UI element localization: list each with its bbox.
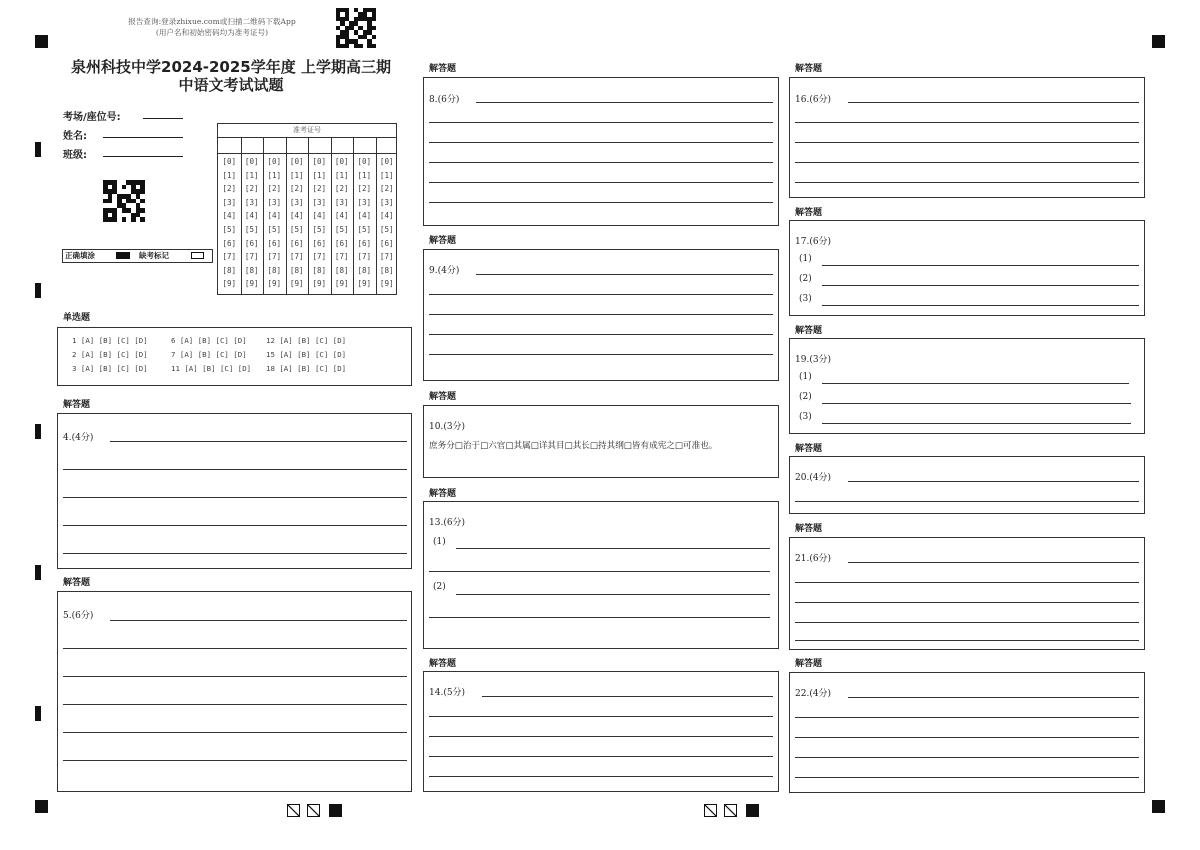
q5-label: 5.(6分) <box>63 611 94 621</box>
mc-item[interactable]: 6 [A] [B] [C] [D] <box>171 336 247 345</box>
q10-answer-box[interactable] <box>423 405 779 478</box>
q16-answer-box[interactable] <box>789 77 1145 198</box>
answer-line <box>848 102 1139 103</box>
exam-number-bubble[interactable]: [7] <box>357 252 372 262</box>
exam-number-bubble[interactable]: [3] <box>357 197 372 207</box>
exam-number-bubble[interactable]: [2] <box>222 184 237 194</box>
answer-line <box>795 182 1139 183</box>
name-label: 姓名: <box>63 131 87 142</box>
q16-section-header: 解答题 <box>795 64 823 74</box>
exam-number-bubble[interactable]: [5] <box>334 225 349 234</box>
exam-number-bubble[interactable]: [1] <box>379 170 394 180</box>
exam-number-bubble[interactable]: [3] <box>289 197 304 207</box>
q22-label: 22.(4分) <box>795 689 832 699</box>
exam-number-bubble[interactable]: [9] <box>312 279 327 289</box>
page-marker-box <box>307 804 320 817</box>
answer-line <box>63 760 407 761</box>
page-marker-box <box>724 804 737 817</box>
answer-line <box>63 525 407 526</box>
q4-section-header: 解答题 <box>63 400 91 410</box>
exam-number-bubble[interactable]: [6] <box>312 238 327 248</box>
answer-line <box>848 481 1139 482</box>
answer-line <box>482 696 773 697</box>
exam-number-bubble[interactable]: [5] <box>289 225 304 234</box>
q4-answer-box[interactable] <box>57 413 412 569</box>
legend-correct-sample <box>116 252 130 259</box>
answer-line <box>795 717 1139 718</box>
legend-correct-label: 正确填涂 <box>65 251 95 260</box>
q17-section-header: 解答题 <box>795 208 823 218</box>
answer-line <box>795 757 1139 758</box>
exam-number-entry-row <box>218 138 396 154</box>
mc-row[interactable] <box>72 364 347 373</box>
answer-line <box>795 622 1139 623</box>
exam-number-bubble[interactable]: [3] <box>379 197 394 207</box>
mc-item[interactable]: 18 [A] [B] [C] [D] <box>266 364 347 373</box>
class-field[interactable] <box>63 146 185 160</box>
mc-item[interactable]: 11 [A] [B] [C] [D] <box>171 364 252 373</box>
answer-line <box>429 716 773 717</box>
page-marker-box <box>704 804 717 817</box>
exam-number-bubble[interactable]: [3] <box>244 197 259 207</box>
exam-number-bubble[interactable]: [9] <box>244 279 259 289</box>
answer-line <box>63 704 407 705</box>
timing-mark <box>35 565 41 580</box>
exam-number-bubble[interactable]: [9] <box>289 279 304 289</box>
exam-number-bubble[interactable]: [7] <box>222 252 237 262</box>
exam-number-bubble[interactable]: [2] <box>244 184 259 194</box>
q22-section-header: 解答题 <box>795 659 823 669</box>
q8-label: 8.(6分) <box>429 95 460 105</box>
answer-line <box>63 497 407 498</box>
exam-number-bubble[interactable]: [1] <box>312 170 327 180</box>
corner-mark-bottom-left <box>35 800 48 813</box>
q21-label: 21.(6分) <box>795 554 832 564</box>
exam-number-bubble[interactable]: [6] <box>267 238 282 248</box>
exam-number-bubble[interactable]: [8] <box>334 265 349 275</box>
exam-number-bubble[interactable]: [6] <box>379 238 394 248</box>
q13-label: 13.(6分) <box>429 518 466 528</box>
exam-number-bubble[interactable]: [3] <box>312 197 327 207</box>
exam-number-bubble[interactable]: [4] <box>222 211 237 221</box>
mc-row[interactable] <box>72 336 347 345</box>
answer-line <box>63 676 407 677</box>
exam-number-bubble[interactable]: [7] <box>289 252 304 262</box>
q17-sub1-label: (1) <box>799 254 812 264</box>
answer-line <box>795 582 1139 583</box>
answer-line <box>456 548 770 549</box>
exam-number-bubble[interactable]: [5] <box>379 225 394 234</box>
exam-number-bubble[interactable]: [5] <box>244 225 259 234</box>
q19-sub3-label: (3) <box>799 412 812 422</box>
exam-number-bubble[interactable]: [8] <box>312 265 327 275</box>
exam-number-bubble[interactable]: [4] <box>267 211 282 221</box>
answer-line <box>63 732 407 733</box>
answer-line <box>822 423 1131 424</box>
exam-number-bubble[interactable]: [6] <box>244 238 259 248</box>
exam-number-bubble[interactable]: [2] <box>379 184 394 194</box>
exam-number-bubble[interactable]: [4] <box>379 211 394 221</box>
answer-line <box>63 553 407 554</box>
answer-line <box>429 122 773 123</box>
answer-line <box>848 562 1139 563</box>
exam-number-bubble[interactable]: [4] <box>289 211 304 221</box>
student-qr-code <box>103 180 145 222</box>
report-notice-line2: (用户名和初始密码均为准考证号) <box>155 28 269 37</box>
mc-answer-box <box>57 327 412 386</box>
timing-mark <box>35 142 41 157</box>
page-marker-filled <box>746 804 759 817</box>
answer-line <box>795 122 1139 123</box>
exam-number-bubble[interactable]: [5] <box>222 225 237 234</box>
report-notice <box>96 16 328 38</box>
name-field[interactable] <box>63 127 185 141</box>
answer-line <box>822 383 1129 384</box>
q13-sub1-label: (1) <box>433 537 446 547</box>
q9-answer-box[interactable] <box>423 249 779 381</box>
mc-item[interactable]: 15 [A] [B] [C] [D] <box>266 350 347 359</box>
q19-answer-box[interactable] <box>789 338 1145 434</box>
exam-number-bubble[interactable]: [9] <box>357 279 372 289</box>
exam-number-bubble[interactable]: [7] <box>267 252 282 262</box>
timing-mark <box>35 706 41 721</box>
mc-item[interactable]: 7 [A] [B] [C] [D] <box>171 350 247 359</box>
answer-line <box>110 620 407 621</box>
answer-line <box>848 697 1139 698</box>
exam-number-bubble[interactable]: [1] <box>267 170 282 180</box>
answer-line <box>429 334 773 335</box>
legend-absent-label: 缺考标记 <box>139 251 169 260</box>
exam-number-bubble[interactable]: [6] <box>289 238 304 248</box>
q17-sub3-label: (3) <box>799 294 812 304</box>
exam-title-line1: 泉州科技中学2024-2025学年度 上学期高三期 <box>71 58 391 76</box>
exam-number-bubble[interactable]: [1] <box>244 170 259 180</box>
q10-section-header: 解答题 <box>429 392 457 402</box>
exam-number-bubble[interactable]: [5] <box>312 225 327 234</box>
exam-number-bubble[interactable]: [4] <box>357 211 372 221</box>
answer-line <box>429 202 773 203</box>
exam-number-bubble[interactable]: [0] <box>222 157 237 166</box>
exam-number-bubble[interactable]: [2] <box>289 184 304 194</box>
exam-number-bubble[interactable]: [3] <box>267 197 282 207</box>
report-notice-line1: 报告查询:登录zhixue.com或扫描二维码下载App <box>128 17 296 26</box>
exam-number-bubble[interactable]: [0] <box>312 157 327 166</box>
exam-number-bubble[interactable]: [2] <box>267 184 282 194</box>
exam-number-bubble[interactable]: [9] <box>379 279 394 289</box>
exam-number-bubble[interactable]: [0] <box>334 157 349 166</box>
q5-section-header: 解答题 <box>63 578 91 588</box>
exam-number-bubble[interactable]: [8] <box>244 265 259 275</box>
q13-section-header: 解答题 <box>429 489 457 499</box>
exam-number-bubble[interactable]: [1] <box>334 170 349 180</box>
answer-line <box>63 648 407 649</box>
exam-number-bubble[interactable]: [6] <box>357 238 372 248</box>
exam-number-bubble[interactable]: [5] <box>267 225 282 234</box>
exam-number-bubble[interactable]: [9] <box>267 279 282 289</box>
seat-field[interactable] <box>63 108 185 122</box>
corner-mark-top-left <box>35 35 48 48</box>
exam-number-bubble[interactable]: [1] <box>357 170 372 180</box>
q17-answer-box[interactable] <box>789 220 1145 316</box>
corner-mark-bottom-right <box>1152 800 1165 813</box>
q14-label: 14.(5分) <box>429 688 466 698</box>
exam-number-bubble[interactable]: [7] <box>312 252 327 262</box>
exam-number-header: 准考证号 <box>218 124 396 138</box>
mc-section-header: 单选题 <box>63 313 91 323</box>
fill-legend <box>62 249 213 263</box>
exam-number-bubble[interactable]: [4] <box>334 211 349 221</box>
exam-number-bubble[interactable]: [1] <box>289 170 304 180</box>
answer-line <box>822 403 1131 404</box>
exam-number-bubble[interactable]: [7] <box>334 252 349 262</box>
q20-label: 20.(4分) <box>795 473 832 483</box>
answer-line <box>429 776 773 777</box>
q17-label: 17.(6分) <box>795 237 832 247</box>
exam-number-bubble[interactable]: [8] <box>222 265 237 275</box>
answer-line <box>476 274 773 275</box>
q14-section-header: 解答题 <box>429 659 457 669</box>
mc-item[interactable]: 1 [A] [B] [C] [D] <box>72 336 148 345</box>
exam-number-bubble[interactable]: [0] <box>357 157 372 166</box>
q21-section-header: 解答题 <box>795 524 823 534</box>
mc-item[interactable]: 2 [A] [B] [C] [D] <box>72 350 148 359</box>
answer-line <box>429 294 773 295</box>
answer-line <box>429 571 770 572</box>
answer-line <box>795 162 1139 163</box>
q19-sub2-label: (2) <box>799 392 812 402</box>
answer-line <box>429 354 773 355</box>
q9-label: 9.(4分) <box>429 266 460 276</box>
class-underline <box>103 156 183 157</box>
answer-line <box>429 162 773 163</box>
q5-answer-box[interactable] <box>57 591 412 792</box>
absent-mark-box[interactable] <box>191 252 204 259</box>
answer-line <box>429 756 773 757</box>
exam-number-bubble[interactable]: [7] <box>244 252 259 262</box>
q9-section-header: 解答题 <box>429 236 457 246</box>
exam-number-bubble[interactable]: [2] <box>312 184 327 194</box>
exam-number-bubble[interactable]: [7] <box>379 252 394 262</box>
page-marker-box <box>287 804 300 817</box>
mc-row[interactable] <box>72 350 347 359</box>
seat-label: 考场/座位号: <box>63 112 121 123</box>
class-label: 班级: <box>63 150 87 161</box>
exam-number-bubble[interactable]: [0] <box>289 157 304 166</box>
exam-number-bubble[interactable]: [4] <box>244 211 259 221</box>
exam-number-bubble[interactable]: [0] <box>267 157 282 166</box>
exam-number-bubble[interactable]: [9] <box>334 279 349 289</box>
q20-answer-box[interactable] <box>789 456 1145 514</box>
exam-number-bubble[interactable]: [0] <box>244 157 259 166</box>
q10-label: 10.(3分) <box>429 422 466 432</box>
q8-answer-box[interactable] <box>423 77 779 226</box>
q19-label: 19.(3分) <box>795 355 832 365</box>
timing-mark <box>35 283 41 298</box>
exam-number-bubble[interactable]: [3] <box>222 197 237 207</box>
answer-line <box>795 640 1139 641</box>
app-qr-code <box>336 8 376 48</box>
answer-line <box>429 142 773 143</box>
exam-number-bubble[interactable]: [9] <box>222 279 237 289</box>
q20-section-header: 解答题 <box>795 444 823 454</box>
q13-answer-box[interactable] <box>423 501 779 649</box>
exam-number-bubble[interactable]: [8] <box>357 265 372 275</box>
q8-section-header: 解答题 <box>429 64 457 74</box>
q4-label: 4.(4分) <box>63 433 94 443</box>
exam-number-bubble[interactable]: [8] <box>289 265 304 275</box>
q10-passage: 庶务分□治于□六官□其属□详其目□其长□持其纲□皆有成宪之□可准也。 <box>429 441 718 451</box>
exam-number-bubble[interactable]: [4] <box>312 211 327 221</box>
exam-number-bubble[interactable]: [2] <box>357 184 372 194</box>
exam-number-bubble[interactable]: [1] <box>222 170 237 180</box>
exam-number-bubble[interactable]: [5] <box>357 225 372 234</box>
corner-mark-top-right <box>1152 35 1165 48</box>
name-underline <box>103 137 183 138</box>
exam-number-grid[interactable] <box>217 123 397 295</box>
answer-line <box>429 182 773 183</box>
q19-section-header: 解答题 <box>795 326 823 336</box>
answer-line <box>110 441 407 442</box>
exam-number-bubble[interactable]: [0] <box>379 157 394 166</box>
answer-line <box>795 777 1139 778</box>
timing-mark <box>35 424 41 439</box>
answer-line <box>822 305 1139 306</box>
answer-line <box>822 285 1139 286</box>
answer-line <box>429 736 773 737</box>
q21-answer-box[interactable] <box>789 537 1145 650</box>
answer-line <box>795 737 1139 738</box>
answer-line <box>429 314 773 315</box>
q16-label: 16.(6分) <box>795 95 832 105</box>
mc-item[interactable]: 12 [A] [B] [C] [D] <box>266 336 347 345</box>
answer-line <box>476 102 773 103</box>
exam-number-bubble[interactable]: [8] <box>379 265 394 275</box>
q14-answer-box[interactable] <box>423 671 779 792</box>
page-marker-filled <box>329 804 342 817</box>
answer-line <box>795 142 1139 143</box>
answer-line <box>456 594 770 595</box>
q19-sub1-label: (1) <box>799 372 812 382</box>
exam-number-bubble[interactable]: [2] <box>334 184 349 194</box>
q13-sub2-label: (2) <box>433 582 446 592</box>
answer-line <box>429 617 770 618</box>
answer-line <box>822 265 1139 266</box>
answer-line <box>795 602 1139 603</box>
exam-number-bubble[interactable]: [8] <box>267 265 282 275</box>
mc-item[interactable]: 3 [A] [B] [C] [D] <box>72 364 148 373</box>
q22-answer-box[interactable] <box>789 672 1145 793</box>
q17-sub2-label: (2) <box>799 274 812 284</box>
exam-number-bubble[interactable]: [6] <box>334 238 349 248</box>
exam-number-bubble[interactable]: [3] <box>334 197 349 207</box>
answer-line <box>63 469 407 470</box>
exam-title-line2: 中语文考试试题 <box>178 76 284 94</box>
exam-title <box>58 58 404 94</box>
answer-line <box>795 501 1139 502</box>
exam-number-bubble[interactable]: [6] <box>222 238 237 248</box>
seat-underline <box>143 118 183 119</box>
